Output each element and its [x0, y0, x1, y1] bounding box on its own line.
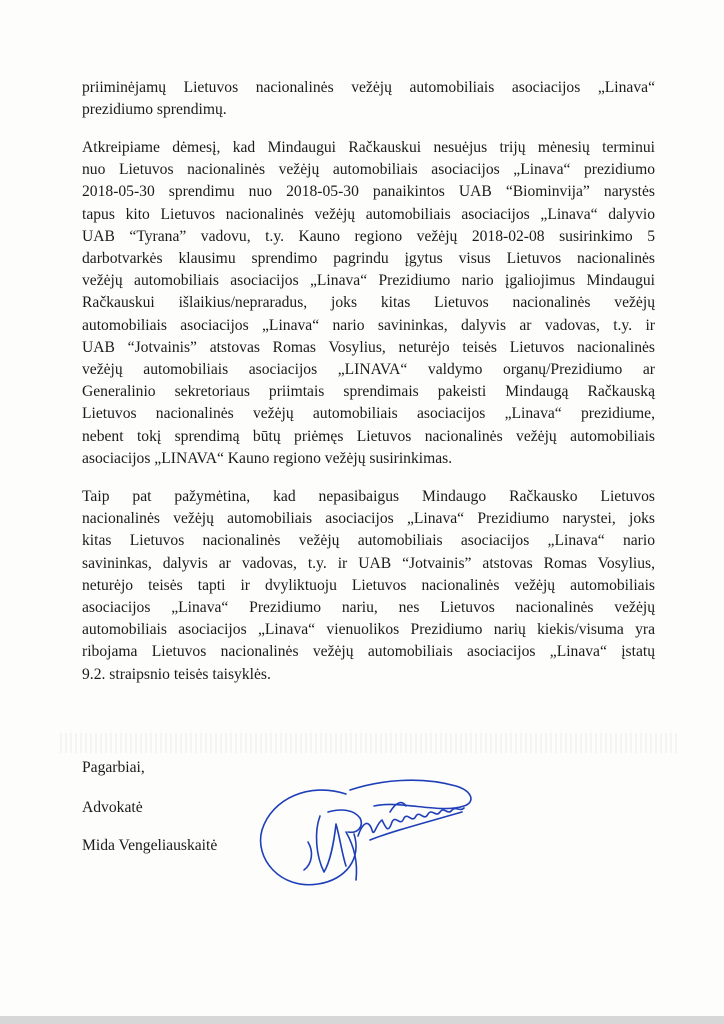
paragraph-noted: [82, 486, 655, 686]
signatory-name: Mida Vengeliauskaitė: [82, 837, 218, 854]
paragraph-line: nuo Lietuvos nacionalinės vežėjų automobiliais asociacijos „Linava“ prezidiumo: [82, 161, 655, 179]
paragraph-attention: [82, 137, 655, 470]
paragraph-line: automobiliais asociacijos „Linava“ vienuolikos Prezidiumo narių kiekis/visuma yra: [82, 621, 655, 639]
closing-greeting: Pagarbiai,: [82, 759, 145, 776]
paragraph-line: Račkauskui išlaikius/nepraradus, joks kitas Lietuvos nacionalinės vežėjų: [82, 294, 655, 312]
scan-artifact: [60, 733, 680, 753]
paragraph-line: nacionalinės vežėjų automobiliais asociacijos „Linava“ Prezidiumo narystei, joks: [82, 510, 655, 528]
paragraph-line: Generalinio sekretoriaus priimtais sprendimais pakeisti Mindaugą Račkauską: [82, 383, 655, 401]
paragraph-line: vežėjų automobiliais asociacijos „LINAVA“ valdymo organų/Prezidiumo ar: [82, 361, 655, 379]
paragraph-line: nebent tokį sprendimą būtų priėmęs Lietuvos nacionalinės vežėjų automobiliais: [82, 427, 655, 445]
paragraph-line: 9.2. straipsnio teisės taisyklės.: [82, 665, 271, 683]
paragraph-line: priiminėjamų Lietuvos nacionalinės vežėjų automobiliais asociacijos „Linava“: [82, 79, 655, 96]
paragraph-line: 2018-05-30 sprendimu nuo 2018-05-30 panaikintos UAB “Biominvija” narystės: [82, 183, 655, 201]
paragraph-line: asociacijos „LINAVA“ Kauno regiono vežėjų susirinkimas.: [82, 449, 453, 467]
paragraph-continuation: [82, 77, 655, 121]
paragraph-line: UAB “Tyrana” vadovu, t.y. Kauno regiono vežėjų 2018-02-08 susirinkimo 5: [82, 227, 655, 245]
paragraph-line: darbotvarkės klausimu sprendimo pagrindu įgytus visus Lietuvos nacionalinės: [82, 250, 655, 268]
paragraph-line: kitas Lietuvos nacionalinės vežėjų automobiliais asociacijos „Linava“ nario: [82, 532, 655, 550]
handwritten-signature: [250, 772, 482, 898]
paragraph-line: savininkas, dalyvis ar vadovas, t.y. ir UAB “Jotvainis” atstovas Romas Vosylius,: [82, 554, 655, 572]
paragraph-line: Atkreipiame dėmesį, kad Mindaugui Račkauskui nesuėjus trijų mėnesių terminui: [82, 139, 655, 156]
paragraph-line: Taip pat pažymėtina, kad nepasibaigus Mindaugo Račkausko Lietuvos: [82, 488, 655, 505]
paragraph-line: ribojama Lietuvos nacionalinės vežėjų automobiliais asociacijos „Linava“ įstatų: [82, 643, 655, 661]
scan-bottom-edge: [0, 1016, 724, 1024]
paragraph-line: automobiliais asociacijos „Linava“ nario savininkas, dalyvis ar vadovas, t.y. ir: [82, 316, 655, 334]
paragraph-line: asociacijos „Linava“ Prezidiumo nariu, nes Lietuvos nacionalinės vežėjų: [82, 599, 655, 617]
paragraph-line: UAB “Jotvainis” atstovas Romas Vosylius, neturėjo teisės Lietuvos nacionalinės: [82, 338, 655, 356]
paragraph-line: tapus kito Lietuvos nacionalinės vežėjų automobiliais asociacijos „Linava“ dalyvio: [82, 205, 655, 223]
signatory-title: Advokatė: [82, 799, 143, 816]
paragraph-line: Lietuvos nacionalinės vežėjų automobiliais asociacijos „Linava“ prezidiume,: [82, 405, 655, 423]
paragraph-line: neturėjo teisės tapti ir dvyliktuoju Lietuvos nacionalinės vežėjų automobiliais: [82, 576, 655, 594]
paragraph-line: vežėjų automobiliais asociacijos „Linava“ Prezidiumo nario įgaliojimus Mindaugui: [82, 272, 655, 290]
paragraph-line: prezidiumo sprendimų.: [82, 101, 227, 119]
